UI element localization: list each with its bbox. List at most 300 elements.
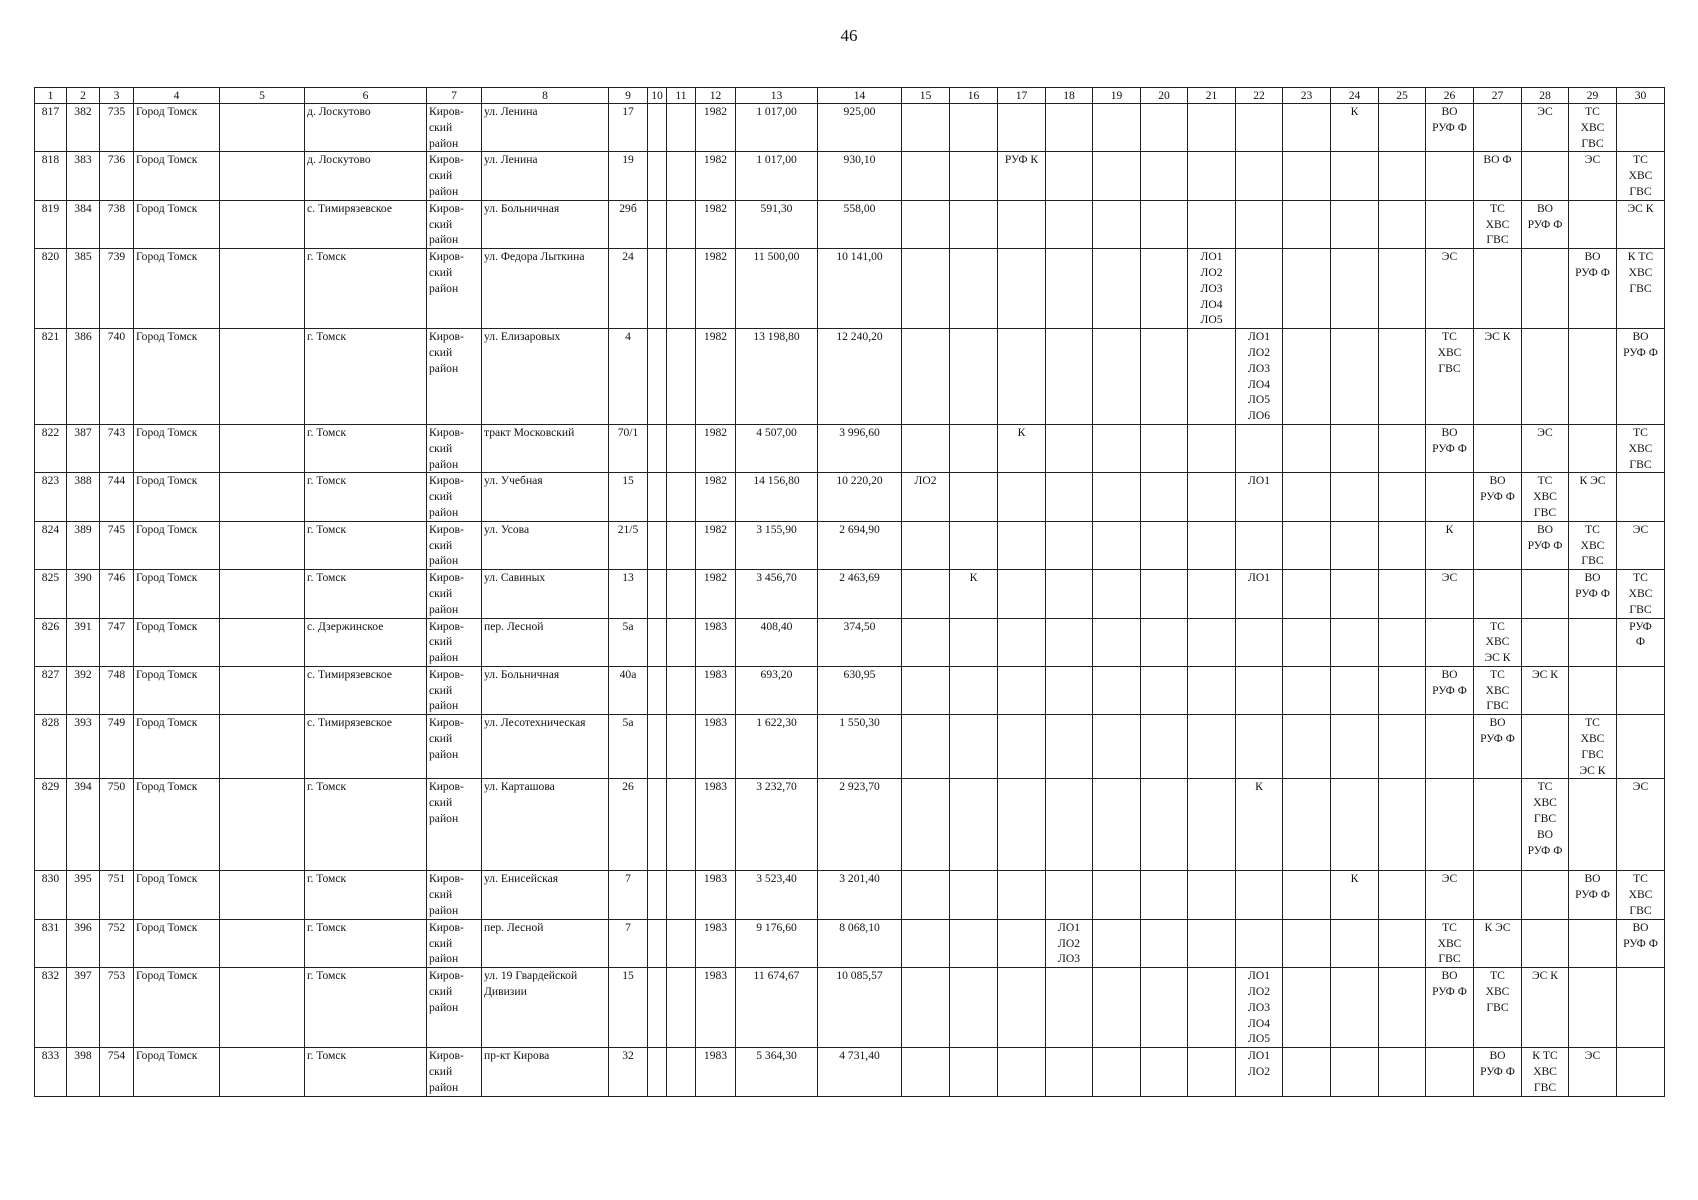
table-cell-col-2: 392: [67, 666, 100, 714]
table-cell-col-2: 397: [67, 968, 100, 1048]
table-cell-col-25: [1379, 249, 1426, 329]
table-cell-col-11: [667, 666, 696, 714]
table-cell-col-15: [902, 618, 950, 666]
table-cell-col-4: Город Томск: [134, 570, 220, 618]
table-cell-col-22: [1236, 249, 1283, 329]
table-cell-col-23: [1283, 152, 1331, 200]
table-cell-col-27: ТС ХВС ГВС: [1474, 968, 1522, 1048]
column-header-12: 12: [696, 88, 736, 104]
table-cell-col-12: 1982: [696, 249, 736, 329]
table-cell-col-10: [648, 1048, 667, 1096]
table-cell-col-5: [220, 249, 305, 329]
table-cell-col-23: [1283, 618, 1331, 666]
table-cell-col-29: [1569, 968, 1617, 1048]
table-cell-col-16: [950, 152, 998, 200]
table-cell-col-2: 390: [67, 570, 100, 618]
table-cell-col-1: 833: [35, 1048, 67, 1096]
table-cell-col-14: 3 201,40: [818, 871, 902, 919]
table-cell-col-16: К: [950, 570, 998, 618]
table-cell-col-18: [1046, 200, 1093, 248]
table-cell-col-29: [1569, 618, 1617, 666]
table-cell-col-15: [902, 919, 950, 967]
table-cell-col-27: [1474, 871, 1522, 919]
table-cell-col-21: [1188, 200, 1236, 248]
table-cell-col-17: [998, 200, 1046, 248]
table-cell-col-1: 827: [35, 666, 67, 714]
table-cell-col-18: ЛО1 ЛО2 ЛО3: [1046, 919, 1093, 967]
table-cell-col-3: 743: [100, 424, 134, 472]
table-cell-col-21: [1188, 666, 1236, 714]
table-cell-col-3: 749: [100, 715, 134, 779]
table-cell-col-8: ул. Больничная: [482, 666, 609, 714]
table-cell-col-11: [667, 570, 696, 618]
table-cell-col-19: [1093, 968, 1141, 1048]
table-cell-col-24: [1331, 329, 1379, 425]
table-cell-col-23: [1283, 968, 1331, 1048]
column-header-26: 26: [1426, 88, 1474, 104]
table-cell-col-28: [1522, 570, 1569, 618]
table-cell-col-23: [1283, 1048, 1331, 1096]
table-cell-col-4: Город Томск: [134, 424, 220, 472]
table-cell-col-1: 823: [35, 473, 67, 521]
table-cell-col-21: ЛО1 ЛО2 ЛО3 ЛО4 ЛО5: [1188, 249, 1236, 329]
table-cell-col-4: Город Томск: [134, 1048, 220, 1096]
table-cell-col-10: [648, 968, 667, 1048]
table-cell-col-11: [667, 919, 696, 967]
table-cell-col-30: ЭС: [1617, 779, 1665, 871]
table-cell-col-18: [1046, 329, 1093, 425]
table-cell-col-2: 387: [67, 424, 100, 472]
table-cell-col-4: Город Томск: [134, 104, 220, 152]
table-cell-col-7: Киров- ский район: [427, 666, 482, 714]
table-cell-col-15: [902, 968, 950, 1048]
table-cell-col-10: [648, 919, 667, 967]
table-cell-col-10: [648, 779, 667, 871]
table-cell-col-28: [1522, 152, 1569, 200]
table-cell-col-17: [998, 473, 1046, 521]
table-cell-col-18: [1046, 968, 1093, 1048]
table-cell-col-1: 817: [35, 104, 67, 152]
table-cell-col-23: [1283, 715, 1331, 779]
table-cell-col-16: [950, 104, 998, 152]
table-cell-col-22: ЛО1: [1236, 473, 1283, 521]
table-cell-col-12: 1982: [696, 570, 736, 618]
table-cell-col-13: 13 198,80: [736, 329, 818, 425]
table-cell-col-25: [1379, 871, 1426, 919]
table-cell-col-8: ул. Савиных: [482, 570, 609, 618]
table-cell-col-4: Город Томск: [134, 249, 220, 329]
table-cell-col-4: Город Томск: [134, 919, 220, 967]
table-cell-col-1: 822: [35, 424, 67, 472]
table-cell-col-18: [1046, 104, 1093, 152]
table-cell-col-23: [1283, 104, 1331, 152]
table-cell-col-3: 744: [100, 473, 134, 521]
table-cell-col-9: 26: [609, 779, 648, 871]
table-cell-col-14: 1 550,30: [818, 715, 902, 779]
table-cell-col-5: [220, 521, 305, 569]
table-cell-col-27: [1474, 779, 1522, 871]
table-cell-col-30: [1617, 968, 1665, 1048]
table-cell-col-17: [998, 1048, 1046, 1096]
table-cell-col-29: [1569, 919, 1617, 967]
table-cell-col-20: [1141, 666, 1188, 714]
table-cell-col-12: 1982: [696, 104, 736, 152]
table-cell-col-5: [220, 200, 305, 248]
table-cell-col-21: [1188, 871, 1236, 919]
table-cell-col-28: К ТС ХВС ГВС: [1522, 1048, 1569, 1096]
table-cell-col-14: 630,95: [818, 666, 902, 714]
table-cell-col-9: 4: [609, 329, 648, 425]
table-cell-col-10: [648, 152, 667, 200]
table-cell-col-8: ул. Ленина: [482, 152, 609, 200]
table-cell-col-16: [950, 919, 998, 967]
column-header-22: 22: [1236, 88, 1283, 104]
table-cell-col-25: [1379, 968, 1426, 1048]
table-cell-col-17: [998, 104, 1046, 152]
table-cell-col-11: [667, 329, 696, 425]
table-cell-col-12: 1983: [696, 666, 736, 714]
table-cell-col-18: [1046, 715, 1093, 779]
table-cell-col-21: [1188, 715, 1236, 779]
column-header-16: 16: [950, 88, 998, 104]
table-cell-col-4: Город Томск: [134, 200, 220, 248]
table-cell-col-23: [1283, 919, 1331, 967]
table-cell-col-12: 1982: [696, 473, 736, 521]
table-cell-col-20: [1141, 618, 1188, 666]
table-cell-col-20: [1141, 968, 1188, 1048]
table-cell-col-15: [902, 871, 950, 919]
column-header-14: 14: [818, 88, 902, 104]
table-cell-col-1: 820: [35, 249, 67, 329]
table-row: [35, 104, 1665, 152]
table-cell-col-6: г. Томск: [305, 329, 427, 425]
table-cell-col-10: [648, 249, 667, 329]
table-cell-col-15: [902, 152, 950, 200]
table-cell-col-5: [220, 104, 305, 152]
table-cell-col-18: [1046, 424, 1093, 472]
table-cell-col-7: Киров- ский район: [427, 249, 482, 329]
table-cell-col-23: [1283, 249, 1331, 329]
table-cell-col-28: ЭС К: [1522, 666, 1569, 714]
table-cell-col-2: 394: [67, 779, 100, 871]
table-cell-col-18: [1046, 473, 1093, 521]
table-cell-col-2: 396: [67, 919, 100, 967]
table-cell-col-26: ВО РУФ Ф: [1426, 666, 1474, 714]
table-cell-col-23: [1283, 200, 1331, 248]
table-cell-col-7: Киров- ский район: [427, 1048, 482, 1096]
table-cell-col-8: ул. Усова: [482, 521, 609, 569]
table-cell-col-19: [1093, 104, 1141, 152]
table-cell-col-14: 10 085,57: [818, 968, 902, 1048]
table-cell-col-19: [1093, 715, 1141, 779]
table-cell-col-9: 7: [609, 871, 648, 919]
table-cell-col-15: ЛО2: [902, 473, 950, 521]
table-cell-col-21: [1188, 919, 1236, 967]
table-cell-col-15: [902, 715, 950, 779]
table-cell-col-29: [1569, 200, 1617, 248]
table-cell-col-26: ВО РУФ Ф: [1426, 104, 1474, 152]
table-cell-col-25: [1379, 104, 1426, 152]
table-cell-col-14: 3 996,60: [818, 424, 902, 472]
table-cell-col-12: 1983: [696, 618, 736, 666]
table-cell-col-27: ЭС К: [1474, 329, 1522, 425]
table-cell-col-3: 751: [100, 871, 134, 919]
table-cell-col-26: [1426, 200, 1474, 248]
table-cell-col-27: ВО РУФ Ф: [1474, 473, 1522, 521]
table-cell-col-20: [1141, 570, 1188, 618]
table-cell-col-1: 831: [35, 919, 67, 967]
table-cell-col-24: [1331, 249, 1379, 329]
table-cell-col-20: [1141, 104, 1188, 152]
table-row: [35, 200, 1665, 248]
table-cell-col-12: 1982: [696, 521, 736, 569]
table-cell-col-21: [1188, 779, 1236, 871]
table-cell-col-6: с. Тимирязевское: [305, 666, 427, 714]
column-header-6: 6: [305, 88, 427, 104]
table-cell-col-30: ТС ХВС ГВС: [1617, 871, 1665, 919]
table-cell-col-3: 754: [100, 1048, 134, 1096]
table-cell-col-25: [1379, 1048, 1426, 1096]
table-cell-col-20: [1141, 200, 1188, 248]
column-header-15: 15: [902, 88, 950, 104]
column-header-29: 29: [1569, 88, 1617, 104]
table-cell-col-17: [998, 871, 1046, 919]
table-cell-col-25: [1379, 329, 1426, 425]
table-cell-col-24: [1331, 1048, 1379, 1096]
column-header-18: 18: [1046, 88, 1093, 104]
table-cell-col-17: РУФ К: [998, 152, 1046, 200]
table-cell-col-7: Киров- ский район: [427, 424, 482, 472]
table-cell-col-29: [1569, 329, 1617, 425]
table-cell-col-25: [1379, 152, 1426, 200]
table-cell-col-1: 830: [35, 871, 67, 919]
table-cell-col-23: [1283, 473, 1331, 521]
table-cell-col-3: 739: [100, 249, 134, 329]
table-cell-col-24: [1331, 618, 1379, 666]
column-header-1: 1: [35, 88, 67, 104]
table-cell-col-13: 1 017,00: [736, 104, 818, 152]
table-cell-col-27: ВО РУФ Ф: [1474, 715, 1522, 779]
table-cell-col-9: 29б: [609, 200, 648, 248]
table-cell-col-30: [1617, 1048, 1665, 1096]
table-cell-col-15: [902, 570, 950, 618]
table-cell-col-1: 826: [35, 618, 67, 666]
table-cell-col-7: Киров- ский район: [427, 329, 482, 425]
table-cell-col-22: [1236, 200, 1283, 248]
table-cell-col-30: К ТС ХВС ГВС: [1617, 249, 1665, 329]
table-cell-col-1: 832: [35, 968, 67, 1048]
table-cell-col-28: [1522, 249, 1569, 329]
table-cell-col-8: пр-кт Кирова: [482, 1048, 609, 1096]
table-cell-col-24: [1331, 570, 1379, 618]
table-cell-col-1: 819: [35, 200, 67, 248]
table-cell-col-1: 828: [35, 715, 67, 779]
table-cell-col-9: 70/1: [609, 424, 648, 472]
column-header-9: 9: [609, 88, 648, 104]
table-cell-col-8: ул. 19 Гвардейской Дивизии: [482, 968, 609, 1048]
table-cell-col-21: [1188, 570, 1236, 618]
table-cell-col-11: [667, 249, 696, 329]
table-cell-col-9: 7: [609, 919, 648, 967]
table-cell-col-8: ул. Елизаровых: [482, 329, 609, 425]
table-cell-col-1: 818: [35, 152, 67, 200]
table-cell-col-22: [1236, 919, 1283, 967]
table-cell-col-25: [1379, 570, 1426, 618]
table-cell-col-9: 24: [609, 249, 648, 329]
table-cell-col-26: [1426, 779, 1474, 871]
table-cell-col-17: К: [998, 424, 1046, 472]
table-cell-col-13: 9 176,60: [736, 919, 818, 967]
table-cell-col-29: ВО РУФ Ф: [1569, 249, 1617, 329]
table-cell-col-18: [1046, 152, 1093, 200]
table-cell-col-16: [950, 521, 998, 569]
table-cell-col-15: [902, 200, 950, 248]
table-cell-col-19: [1093, 329, 1141, 425]
table-cell-col-15: [902, 521, 950, 569]
table-cell-col-5: [220, 618, 305, 666]
table-cell-col-6: д. Лоскутово: [305, 104, 427, 152]
table-cell-col-19: [1093, 871, 1141, 919]
table-cell-col-26: [1426, 618, 1474, 666]
table-cell-col-17: [998, 715, 1046, 779]
table-cell-col-2: 385: [67, 249, 100, 329]
column-header-27: 27: [1474, 88, 1522, 104]
table-cell-col-6: г. Томск: [305, 1048, 427, 1096]
table-cell-col-14: 12 240,20: [818, 329, 902, 425]
table-cell-col-10: [648, 618, 667, 666]
table-cell-col-26: [1426, 1048, 1474, 1096]
column-header-2: 2: [67, 88, 100, 104]
table-cell-col-23: [1283, 666, 1331, 714]
table-cell-col-16: [950, 968, 998, 1048]
table-cell-col-5: [220, 1048, 305, 1096]
table-cell-col-9: 19: [609, 152, 648, 200]
table-cell-col-3: 748: [100, 666, 134, 714]
table-cell-col-14: 2 923,70: [818, 779, 902, 871]
column-header-17: 17: [998, 88, 1046, 104]
table-cell-col-19: [1093, 521, 1141, 569]
column-header-13: 13: [736, 88, 818, 104]
table-cell-col-28: [1522, 871, 1569, 919]
table-cell-col-15: [902, 104, 950, 152]
table-cell-col-21: [1188, 152, 1236, 200]
table-cell-col-3: 752: [100, 919, 134, 967]
table-cell-col-22: [1236, 152, 1283, 200]
table-cell-col-19: [1093, 152, 1141, 200]
column-header-24: 24: [1331, 88, 1379, 104]
table-cell-col-14: 2 463,69: [818, 570, 902, 618]
table-cell-col-3: 753: [100, 968, 134, 1048]
table-cell-col-9: 15: [609, 968, 648, 1048]
table-cell-col-6: с. Дзержинское: [305, 618, 427, 666]
table-cell-col-17: [998, 968, 1046, 1048]
table-cell-col-10: [648, 104, 667, 152]
table-cell-col-19: [1093, 249, 1141, 329]
table-cell-col-3: 740: [100, 329, 134, 425]
table-cell-col-10: [648, 329, 667, 425]
table-cell-col-9: 21/5: [609, 521, 648, 569]
table-row: [35, 570, 1665, 618]
table-cell-col-29: ВО РУФ Ф: [1569, 570, 1617, 618]
table-cell-col-28: [1522, 329, 1569, 425]
column-header-30: 30: [1617, 88, 1665, 104]
table-cell-col-14: 10 220,20: [818, 473, 902, 521]
table-cell-col-26: ЭС: [1426, 871, 1474, 919]
table-cell-col-10: [648, 666, 667, 714]
table-cell-col-18: [1046, 249, 1093, 329]
table-cell-col-15: [902, 329, 950, 425]
table-cell-col-5: [220, 473, 305, 521]
table-cell-col-5: [220, 779, 305, 871]
table-cell-col-23: [1283, 521, 1331, 569]
table-cell-col-13: 14 156,80: [736, 473, 818, 521]
table-cell-col-19: [1093, 570, 1141, 618]
table-cell-col-7: Киров- ский район: [427, 200, 482, 248]
table-cell-col-17: [998, 919, 1046, 967]
table-cell-col-22: К: [1236, 779, 1283, 871]
table-cell-col-18: [1046, 521, 1093, 569]
table-cell-col-24: [1331, 666, 1379, 714]
table-cell-col-21: [1188, 473, 1236, 521]
table-cell-col-1: 824: [35, 521, 67, 569]
table-cell-col-11: [667, 424, 696, 472]
table-cell-col-20: [1141, 1048, 1188, 1096]
table-cell-col-3: 735: [100, 104, 134, 152]
table-cell-col-14: 930,10: [818, 152, 902, 200]
table-cell-col-22: [1236, 871, 1283, 919]
table-cell-col-4: Город Томск: [134, 871, 220, 919]
table-cell-col-4: Город Томск: [134, 779, 220, 871]
table-cell-col-23: [1283, 871, 1331, 919]
table-cell-col-19: [1093, 779, 1141, 871]
column-header-21: 21: [1188, 88, 1236, 104]
table-cell-col-15: [902, 424, 950, 472]
table-cell-col-29: [1569, 779, 1617, 871]
table-cell-col-29: ВО РУФ Ф: [1569, 871, 1617, 919]
table-cell-col-9: 17: [609, 104, 648, 152]
table-cell-col-10: [648, 715, 667, 779]
table-cell-col-13: 3 456,70: [736, 570, 818, 618]
table-cell-col-26: ВО РУФ Ф: [1426, 424, 1474, 472]
table-cell-col-5: [220, 871, 305, 919]
table-cell-col-24: К: [1331, 871, 1379, 919]
table-cell-col-17: [998, 570, 1046, 618]
table-row: [35, 666, 1665, 714]
table-cell-col-22: ЛО1: [1236, 570, 1283, 618]
table-cell-col-11: [667, 715, 696, 779]
table-cell-col-13: 1 017,00: [736, 152, 818, 200]
table-cell-col-6: г. Томск: [305, 871, 427, 919]
table-cell-col-4: Город Томск: [134, 473, 220, 521]
table-cell-col-13: 693,20: [736, 666, 818, 714]
table-cell-col-11: [667, 1048, 696, 1096]
table-cell-col-6: г. Томск: [305, 521, 427, 569]
table-cell-col-8: ул. Федора Лыткина: [482, 249, 609, 329]
table-cell-col-20: [1141, 715, 1188, 779]
table-cell-col-24: [1331, 152, 1379, 200]
table-cell-col-2: 384: [67, 200, 100, 248]
table-cell-col-13: 3 523,40: [736, 871, 818, 919]
table-cell-col-21: [1188, 104, 1236, 152]
column-header-19: 19: [1093, 88, 1141, 104]
table-cell-col-28: ВО РУФ Ф: [1522, 200, 1569, 248]
table-cell-col-27: ТС ХВС ЭС К: [1474, 618, 1522, 666]
table-cell-col-5: [220, 570, 305, 618]
table-row: [35, 473, 1665, 521]
table-cell-col-22: ЛО1 ЛО2 ЛО3 ЛО4 ЛО5 ЛО6: [1236, 329, 1283, 425]
table-cell-col-24: [1331, 779, 1379, 871]
table-cell-col-1: 829: [35, 779, 67, 871]
